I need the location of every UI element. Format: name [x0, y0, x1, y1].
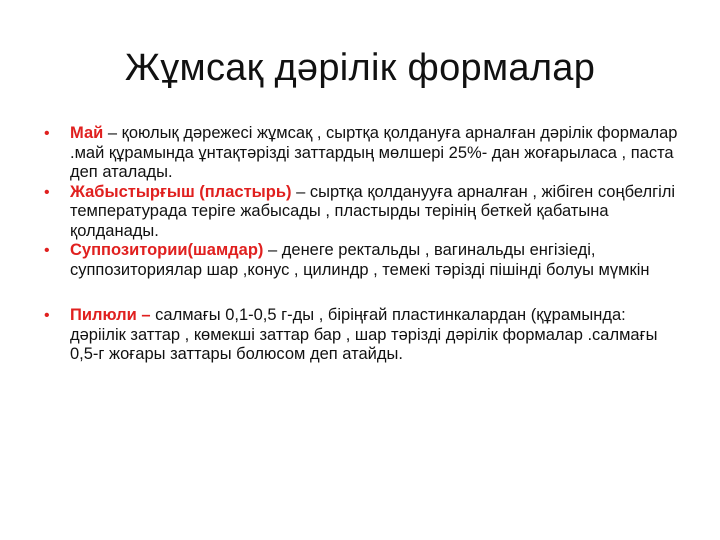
term-mai: Май	[70, 124, 104, 142]
definition-suppository: денеге ректальды , вагинальды енгізіеді, суппозиториялар шар ,конус , цилиндр , темекі тәрізді пішінді болуы мүмкін	[70, 241, 650, 279]
term-suppository: Суппозитории(шамдар)	[70, 241, 264, 259]
term-plaster: Жабыстырғыш (пластырь)	[70, 182, 292, 201]
list-item-suppository	[40, 241, 680, 280]
definition-pills: салмағы 0,1-0,5 г-ды , біріңғай пластинкалардан (құрамында: дәріілік заттар , көмекші заттар бар , шар тәрізді дәрілік формалар .салмағы 0,5-г жоғары заттары болюсом деп атайды.	[70, 306, 658, 363]
definition-plaster: сыртқа қолданууға арналған , жібіген соңбелгілі температурада теріге жабысады , пластырды терінің беткей қабатына қолданады.	[70, 182, 676, 240]
bullet-icon: •	[44, 307, 50, 324]
slide-title: Жұмсақ дәрілік формалар	[124, 47, 596, 89]
term-separator: –	[103, 124, 122, 142]
bullet-list	[40, 124, 680, 365]
bullet-icon: •	[44, 242, 50, 259]
list-item-mai	[40, 124, 680, 183]
bullet-icon: •	[44, 125, 50, 142]
list-item-pills	[40, 306, 680, 365]
bullet-icon: •	[44, 183, 50, 201]
definition-mai: қоюлық дәрежесі жұмсақ , сыртқа қолдануға арналған дәрілік формалар .май құрамында ұнтақтәрізді заттардың мөлшері 25%- дан жоғарыласа , паста деп аталады.	[70, 124, 678, 181]
term-separator: –	[291, 182, 310, 201]
term-separator: –	[263, 241, 282, 259]
list-item-plaster	[40, 183, 680, 242]
term-pills: Пилюли –	[70, 306, 151, 324]
